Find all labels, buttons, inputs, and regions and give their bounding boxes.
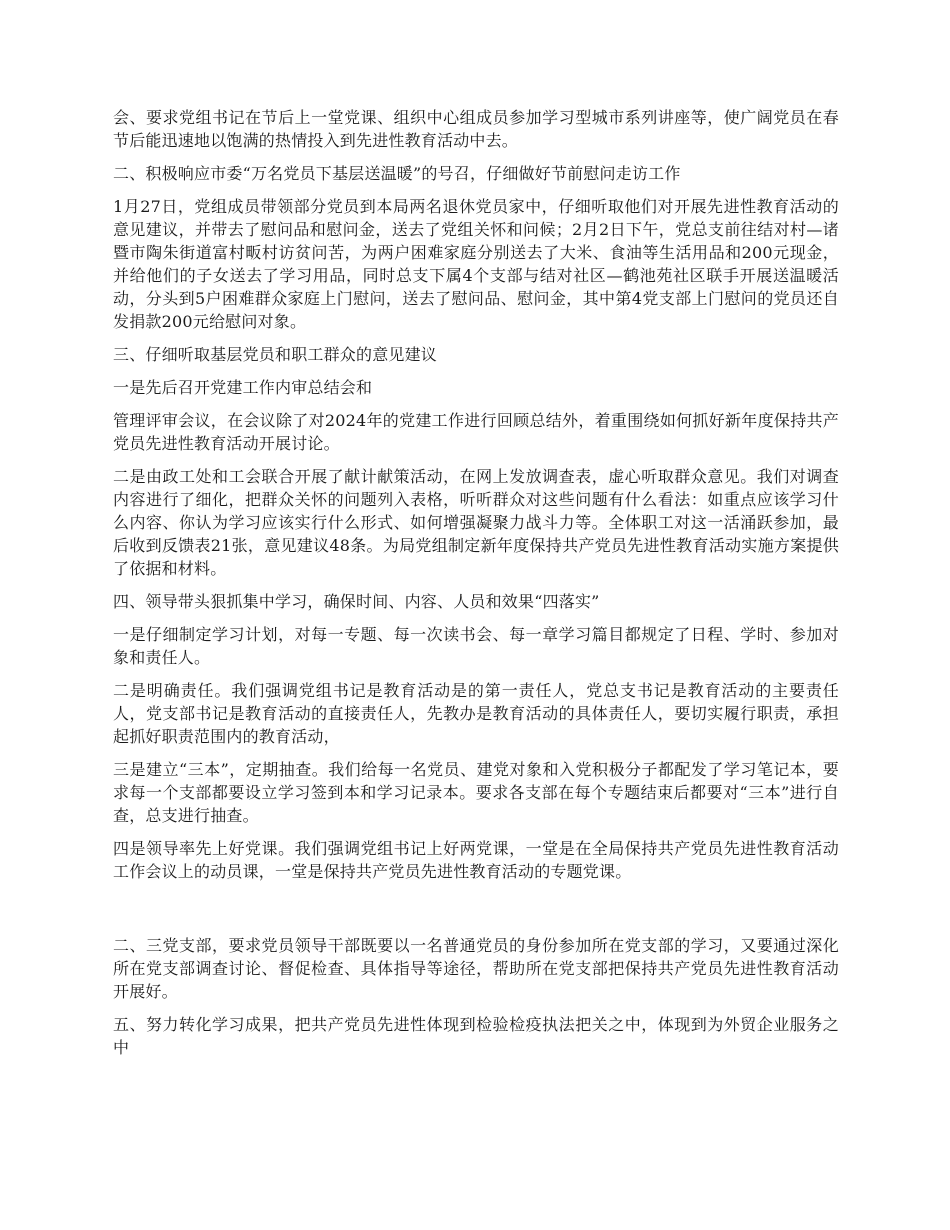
paragraph-party-lecture: 四是领导率先上好党课。我们强调党组书记上好两党课，一堂是在全局保持共产党员先进性教育活动工作会议上的动员课，一堂是保持共产党员先进性教育活动的专题党课。: [113, 839, 839, 881]
page-gap: [113, 893, 839, 934]
paragraph-branch-study: 二、三党支部，要求党员领导干部既要以一名普通党员的身份参加所在党支部的学习，又要通过深化所在党支部调查讨论、督促检查、具体指导等途径，帮助所在党支部把保持共产党员先进性教育活动开展好。: [113, 936, 839, 1001]
document-body: [113, 106, 839, 1069]
section-heading-5: 五、努力转化学习成果，把共产党员先进性体现到检验检疫执法把关之中，体现到为外贸企业服务之中: [113, 1015, 839, 1057]
section-heading-2: 二、积极响应市委“万名党员下基层送温暖”的号召，仔细做好节前慰问走访工作: [113, 164, 681, 183]
section-heading-4: 四、领导带头狠抓集中学习，确保时间、内容、人员和效果“四落实”: [113, 592, 600, 611]
section-heading-3: 三、仔细听取基层党员和职工群众的意见建议: [113, 345, 438, 364]
paragraph-three-books: 三是建立“三本”，定期抽查。我们给每一名党员、建党对象和入党积极分子都配发了学习笔记本，要求每一个支部都要设立学习签到本和学习记录本。要求各支部在每个专题结束后都要对“三本”进行自查，总支进行抽查。: [113, 760, 839, 825]
paragraph-survey: 二是由政工处和工会联合开展了献计献策活动，在网上发放调查表，虚心听取群众意见。我们对调查内容进行了细化，把群众关怀的问题列入表格，听听群众对这些问题有什么看法：如重点应该学习什么内容、你认为学习应该实行什么形式、如何增强凝聚力战斗力等。全体职工对这一活涌跃参加，最后收到反馈表21张，意见建议48条。为局党组制定新年度保持共产党员先进性教育活动实施方案提供了依据和材料。: [113, 467, 839, 578]
paragraph-intro: 会、要求党组书记在节后上一堂党课、组织中心组成员参加学习型城市系列讲座等，使广阔党员在春节后能迅速地以饱满的热情投入到先进性教育活动中去。: [113, 108, 839, 150]
paragraph-review-meeting: 管理评审会议，在会议除了对2024年的党建工作进行回顾总结外，着重围绕如何抓好新年度保持共产党员先进性教育活动开展讨论。: [113, 411, 839, 453]
paragraph-meeting-start: 一是先后召开党建工作内审总结会和: [113, 378, 373, 397]
paragraph-study-plan: 一是仔细制定学习计划，对每一专题、每一次读书会、每一章学习篇目都规定了日程、学时、参加对象和责任人。: [113, 625, 839, 667]
paragraph-responsibility: 二是明确责任。我们强调党组书记是教育活动是的第一责任人，党总支书记是教育活动的主要责任人，党支部书记是教育活动的直接责任人，先教办是教育活动的具体责任人，要切实履行职责，承担起抓好职责范围内的教育活动，: [113, 681, 839, 746]
paragraph-visits: 1月27日，党组成员带领部分党员到本局两名退休党员家中，仔细听取他们对开展先进性教育活动的意见建议，并带去了慰问品和慰问金，送去了党组关怀和问候；2月2日下午，党总支前往结对村—诸暨市陶朱街道富村畈村访贫问苦，为两户困难家庭分别送去了大米、食油等生活用品和200元现金，并给他们的子女送去了学习用品，同时总支下属4个支部与结对社区—鹤池苑社区联手开展送温暖活动，分头到5户困难群众家庭上门慰问，送去了慰问品、慰问金，其中第4党支部上门慰问的党员还自发捐款200元给慰问对象。: [113, 197, 839, 331]
